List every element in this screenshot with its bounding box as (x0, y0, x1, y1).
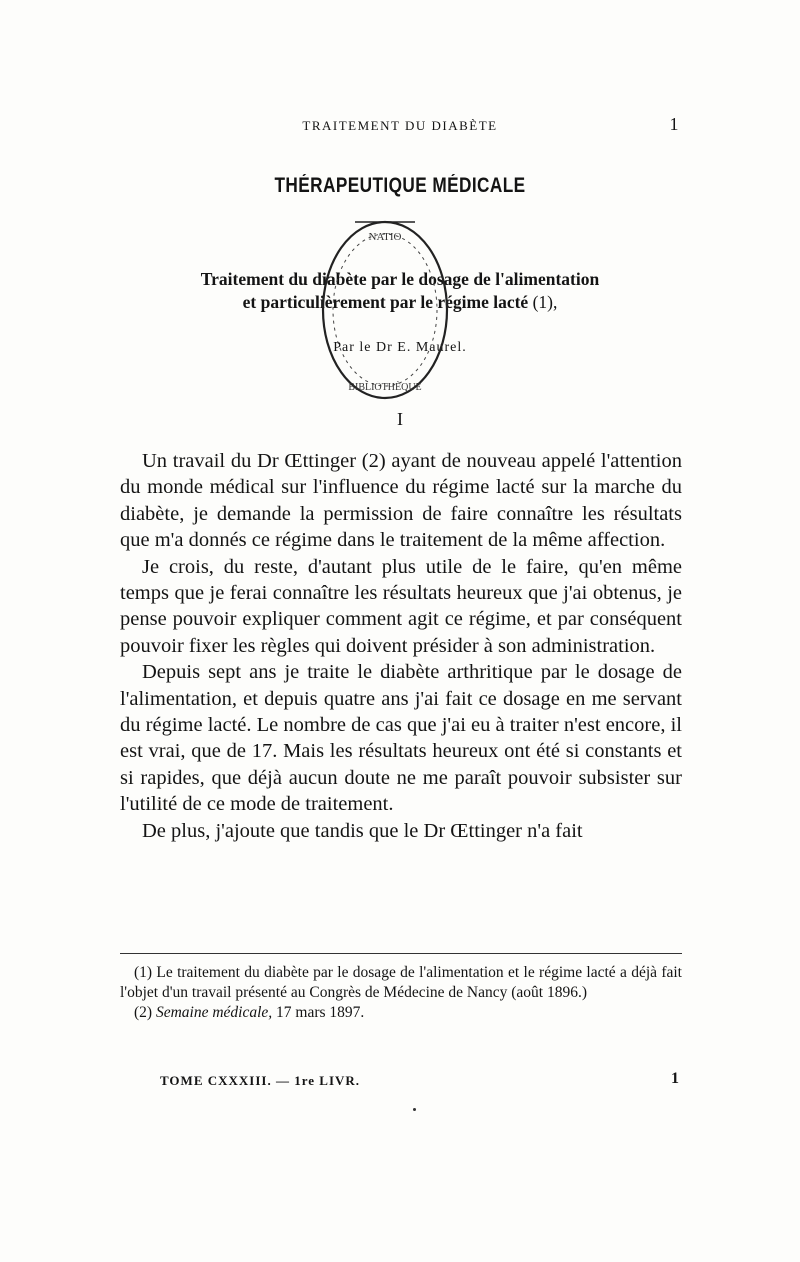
paragraph: Je crois, du reste, d'autant plus utile de le faire, qu'en même temps que je ferai connaître les résultats heureux que j'ai obtenus, je pense pouvoir expliquer comment agit ce régime, et par conséquent pouvoir fixer les règles qui doivent présider à son administration. (120, 555, 682, 657)
footnote-2 (120, 1003, 682, 1023)
footnote-2-number: (2) (134, 1004, 153, 1021)
chapter-number: I (397, 409, 403, 429)
stamp-outer-ring (323, 222, 447, 398)
footnote-2-date: 17 mars 1897. (276, 1004, 365, 1021)
article-title-line-1: Traitement du diabète par le dosage de l'alimentation (200, 269, 600, 289)
article-title-line-2-text: et particulièrement par le régime lacté (242, 292, 529, 312)
printer-signature (160, 1070, 680, 1095)
paragraph: Un travail du Dr Œttinger (2) ayant de nouveau appelé l'attention du monde médical sur l'influence du régime lacté sur la marche du diabète, je demande la permission de faire connaître les résultats que m'a donnés ce régime dans le traitement de la même affection. (120, 450, 682, 552)
section-title: THÉRAPEUTIQUE MÉDICALE (274, 174, 526, 197)
body-text (120, 448, 682, 844)
library-stamp (295, 210, 475, 410)
footnotes (120, 963, 682, 1023)
running-head (120, 114, 680, 140)
author-byline: Par le Dr E. Maurel. (333, 340, 467, 355)
footnote-divider (120, 953, 682, 954)
ink-dot (413, 1108, 416, 1111)
footnote-1: (1) Le traitement du diabète par le dosage de l'alimentation et le régime lacté a déjà fait l'objet d'un travail présenté au Congrès de Médecine de Nancy (août 1896.) (120, 964, 682, 1001)
paragraph: De plus, j'ajoute que tandis que le Dr Œttinger n'a fait (142, 819, 583, 842)
paragraph: Depuis sept ans je traite le diabète arthritique par le dosage de l'alimentation, et depuis quatre ans j'ai fait ce dosage en me servant du régime lacté. Le nombre de cas que j'ai eu à traiter n'est encore, il est vrai, que de 17. Mais les résultats heureux ont été si constants et si rapides, que déjà aucun doute ne me paraît pouvoir subsister sur l'utilité de ce mode de traitement. (120, 661, 682, 816)
page-number: 1 (669, 114, 680, 134)
footnote-reference: (1), (532, 292, 558, 312)
signature-mark: 1 (671, 1070, 680, 1087)
stamp-bottom-text: BIBLIOTHÈQUE (348, 382, 422, 393)
signature-volume: TOME CXXXIII. — 1re LIVR. (160, 1073, 361, 1088)
stamp-top-text: NATIO (368, 231, 402, 243)
footnote-2-journal: Semaine médicale, (155, 1004, 273, 1021)
stamp-inner-ring (333, 234, 437, 386)
running-title: TRAITEMENT DU DIABÈTE (302, 118, 498, 133)
